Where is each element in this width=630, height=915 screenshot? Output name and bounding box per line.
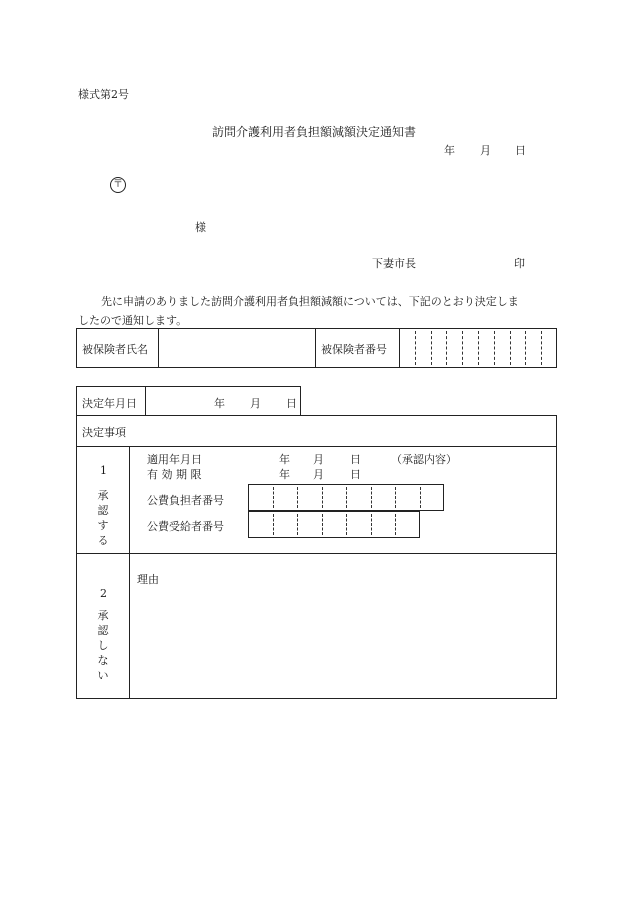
decision-date-year: 年 bbox=[214, 397, 225, 410]
burden-digit-divider bbox=[346, 487, 347, 508]
divider bbox=[129, 446, 130, 699]
deny-number: 2 bbox=[100, 587, 107, 600]
insured-digit-divider bbox=[541, 331, 542, 365]
insured-digit-divider bbox=[510, 331, 511, 365]
burden-digit-divider bbox=[371, 487, 372, 508]
burden-digit-divider bbox=[420, 487, 421, 508]
content-note: （承認内容） bbox=[391, 453, 457, 466]
burden-digit-divider bbox=[297, 487, 298, 508]
postal-mark-icon: 〒 bbox=[110, 177, 126, 193]
form-number: 様式第2号 bbox=[78, 88, 129, 101]
insured-digit-divider bbox=[525, 331, 526, 365]
valid-period-year: 年 bbox=[279, 468, 290, 481]
decision-date-day: 日 bbox=[286, 397, 297, 410]
insured-digit-divider bbox=[494, 331, 495, 365]
burden-digit-divider bbox=[395, 487, 396, 508]
approve-number: 1 bbox=[100, 464, 107, 477]
notice-line-2: したので通知します。 bbox=[78, 314, 188, 327]
issuer-name: 下妻市長 bbox=[372, 257, 416, 270]
valid-period-label: 有 効 期 限 bbox=[147, 468, 202, 481]
burden-digit-divider bbox=[273, 487, 274, 508]
decision-items-label: 決定事項 bbox=[82, 426, 126, 439]
valid-period-day: 日 bbox=[350, 468, 361, 481]
issue-date-month: 月 bbox=[480, 144, 491, 157]
issue-date-day: 日 bbox=[515, 144, 526, 157]
burden-digit-divider bbox=[322, 487, 323, 508]
recipient-suffix: 様 bbox=[195, 221, 206, 234]
divider bbox=[76, 553, 557, 554]
reason-field[interactable] bbox=[131, 590, 551, 694]
recipient-digit-divider bbox=[395, 514, 396, 535]
insured-number-label: 被保険者番号 bbox=[321, 343, 387, 356]
decision-date-label: 決定年月日 bbox=[82, 397, 137, 410]
burden-number-label: 公費負担者番号 bbox=[147, 494, 224, 507]
notice-line-1: 先に申請のありました訪問介護利用者負担額減額については、下記のとおり決定しま bbox=[101, 295, 519, 308]
recipient-number-box[interactable] bbox=[248, 511, 420, 538]
recipient-digit-divider bbox=[346, 514, 347, 535]
divider bbox=[76, 446, 557, 447]
insured-digit-divider bbox=[431, 331, 432, 365]
issuer-seal: 印 bbox=[514, 257, 525, 270]
insured-digit-divider bbox=[415, 331, 416, 365]
approve-label: 承認する bbox=[97, 489, 109, 547]
insured-digit-divider bbox=[446, 331, 447, 365]
insured-digit-divider bbox=[478, 331, 479, 365]
issue-date-year: 年 bbox=[444, 144, 455, 157]
reason-label: 理由 bbox=[137, 573, 159, 586]
apply-date-year: 年 bbox=[279, 453, 290, 466]
divider bbox=[315, 328, 316, 368]
deny-label: 承認しない bbox=[97, 609, 109, 682]
document-title: 訪問介護利用者負担額減額決定通知書 bbox=[212, 125, 417, 139]
recipient-digit-divider bbox=[322, 514, 323, 535]
divider bbox=[399, 328, 400, 368]
recipient-digit-divider bbox=[371, 514, 372, 535]
insured-digit-divider bbox=[462, 331, 463, 365]
apply-date-label: 適用年月日 bbox=[147, 453, 202, 466]
insured-table bbox=[76, 328, 557, 368]
recipient-digit-divider bbox=[297, 514, 298, 535]
decision-date-month: 月 bbox=[250, 397, 261, 410]
apply-date-month: 月 bbox=[313, 453, 324, 466]
divider bbox=[145, 386, 146, 416]
insured-name-label: 被保険者氏名 bbox=[82, 343, 148, 356]
insured-name-field[interactable] bbox=[159, 329, 315, 367]
apply-date-day: 日 bbox=[350, 453, 361, 466]
valid-period-month: 月 bbox=[313, 468, 324, 481]
recipient-digit-divider bbox=[273, 514, 274, 535]
recipient-number-label: 公費受給者番号 bbox=[147, 520, 224, 533]
